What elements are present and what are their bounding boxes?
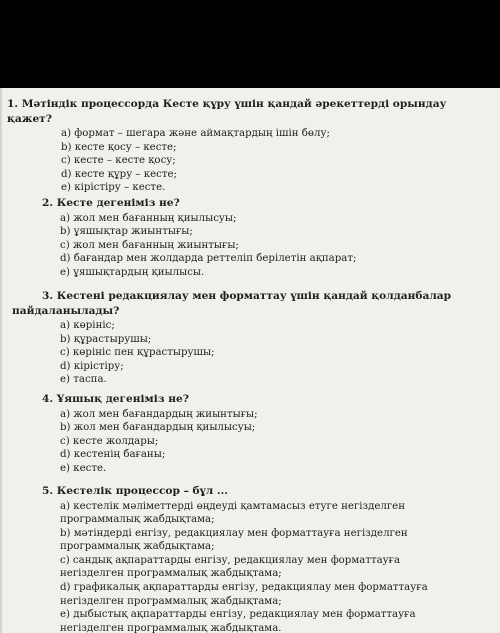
question-5: [42, 484, 500, 633]
question-4-options: [60, 408, 500, 476]
question-2: [42, 196, 500, 279]
question-3-title: [12, 289, 500, 318]
question-4-title: 4. Ұяшық дегеніміз не?: [42, 393, 189, 405]
question-3-title-line2: пайдаланылады?: [12, 304, 120, 317]
question-2-option-b: b) ұяшықтар жиынтығы;: [60, 226, 193, 238]
question-5-option-d: d) графикалық ақпараттарды енгізу, редакциялау мен форматтауға негізделген программалық жабдықтама;: [60, 582, 428, 607]
question-3-option-a: a) көрініс;: [60, 320, 115, 331]
question-2-title: 2. Кесте дегеніміз не?: [42, 197, 180, 209]
question-3-option-b: b) құрастырушы;: [60, 333, 152, 345]
question-1-option-e: e) кірістіру – кесте.: [61, 182, 166, 194]
question-4-option-a: a) жол мен бағандардың жиынтығы;: [60, 408, 258, 420]
question-5-options: [60, 500, 500, 633]
question-2-option-e: e) ұяшықтардың қиылысы.: [60, 266, 205, 278]
question-4-option-d: d) кестенің бағаны;: [60, 449, 166, 461]
question-1-option-b: b) кесте қосу – кесте;: [61, 141, 177, 153]
question-4-option-b: b) жол мен бағандардың қиылысуы;: [60, 422, 256, 434]
question-3-option-e: e) таспа.: [60, 374, 107, 386]
question-3-option-d: d) кірістіру;: [60, 360, 124, 372]
question-3-option-c: c) көрініс пен құрастырушы;: [60, 347, 215, 359]
question-1-title-line1: 1. Мәтіндік процессорда Кесте құру үшін қандай әрекеттерді орындау: [7, 98, 447, 110]
question-2-option-a: a) жол мен бағанның қиылысуы;: [60, 212, 237, 224]
question-5-title: 5. Кестелік процессор – бұл ...: [42, 485, 228, 497]
page-edge-shadow: [0, 88, 3, 633]
question-1: [7, 97, 497, 195]
question-2-options: [60, 212, 500, 280]
document-page: [0, 88, 500, 633]
question-3-options: [60, 319, 500, 387]
question-1-options: [61, 127, 497, 195]
question-3: [12, 289, 500, 387]
question-1-option-d: d) кесте құру – кесте;: [61, 168, 177, 180]
question-1-title: [7, 97, 497, 126]
question-4-option-e: e) кесте.: [60, 462, 107, 474]
question-5-option-a: a) кестелік мәліметтерді өңдеуді қамтамасыз етуге негізделген программалық жабдықтама;: [60, 500, 405, 526]
question-2-option-d: d) бағандар мен жолдарда реттеліп берілетін ақпарат;: [60, 253, 357, 265]
question-5-option-c: c) сандық ақпараттарды енгізу, редакциялау мен форматтауға негізделген программалық жабдықтама;: [60, 554, 401, 580]
question-1-option-a: a) формат – шегара және аймақтардың ішін бөлу;: [61, 128, 330, 139]
question-4: [42, 392, 500, 475]
question-1-title-line2: қажет?: [7, 112, 52, 125]
question-2-option-c: c) жол мен бағанның жиынтығы;: [60, 239, 239, 251]
question-3-title-line1: 3. Кестені редакциялау мен форматтау үшін қандай қолданбалар: [42, 290, 452, 302]
question-4-option-c: c) кесте жолдары;: [60, 435, 159, 447]
question-5-option-b: b) мәтіндерді енгізу, редакциялау мен форматтауға негізделген программалық жабдықтама;: [60, 527, 408, 553]
question-1-option-c: c) кесте – кесте қосу;: [61, 155, 176, 167]
question-5-option-e: e) дыбыстық ақпараттарды енгізу, редакциялау мен форматтауға негізделген программалық жабдықтама.: [60, 609, 416, 633]
